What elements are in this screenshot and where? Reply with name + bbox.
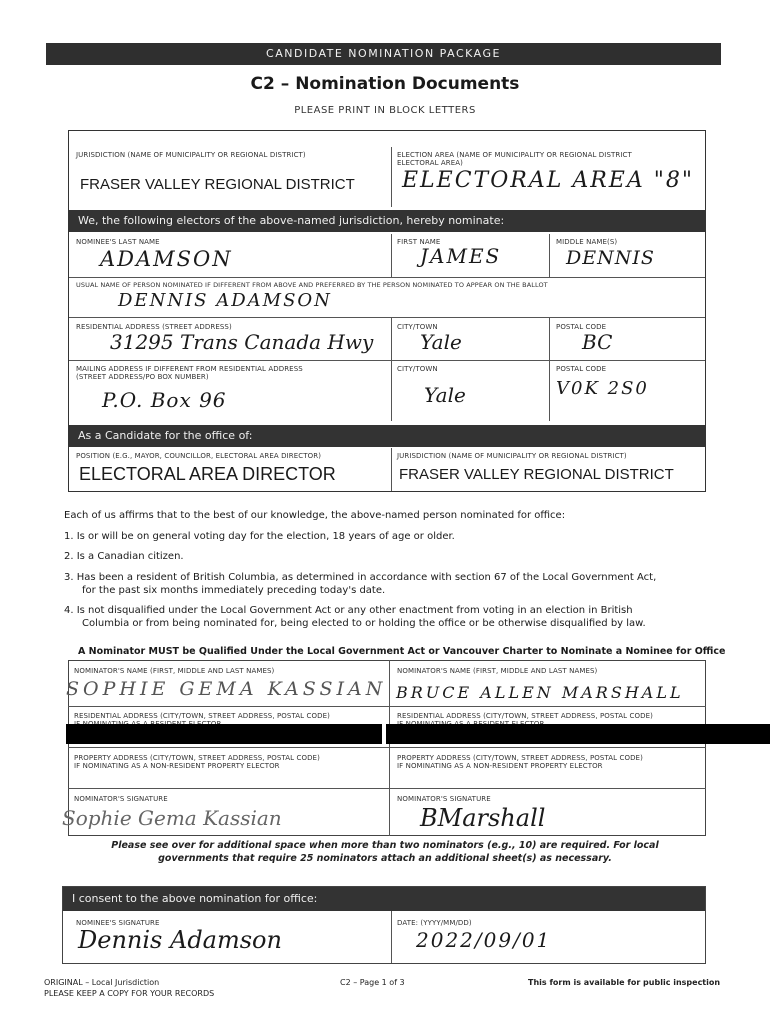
- nominator2-prop-label-1: PROPERTY ADDRESS (CITY/TOWN, STREET ADDRESS, POSTAL CODE): [397, 754, 643, 762]
- affirmation-intro: Each of us affirms that to the best of our knowledge, the above-named person nominated for office:: [64, 510, 566, 521]
- mail-postal-label: POSTAL CODE: [556, 365, 607, 373]
- nominator1-name-label: NOMINATOR'S NAME (FIRST, MIDDLE AND LAST NAMES): [74, 667, 275, 675]
- office-jurisdiction-label: JURISDICTION (NAME OF MUNICIPALITY OR REGIONAL DISTRICT): [397, 452, 627, 460]
- form-title: C2 – Nomination Documents: [250, 74, 520, 94]
- divider: [391, 234, 392, 278]
- nominator-heading: A Nominator MUST be Qualified Under the Local Government Act or Vancouver Charter to Nominate a Nominee for Office: [78, 646, 726, 657]
- nominator2-sig-label: NOMINATOR'S SIGNATURE: [397, 795, 491, 803]
- usual-name-value[interactable]: DENNIS ADAMSON: [118, 290, 332, 311]
- res-address-value[interactable]: 31295 Trans Canada Hwy: [110, 330, 374, 354]
- postal-value[interactable]: BC: [582, 330, 613, 354]
- last-name-label: NOMINEE'S LAST NAME: [76, 238, 160, 246]
- res-address-label: RESIDENTIAL ADDRESS (STREET ADDRESS): [76, 323, 232, 331]
- divider: [68, 788, 706, 789]
- last-name-value[interactable]: ADAMSON: [100, 247, 233, 271]
- candidate-bar: As a Candidate for the office of:: [69, 425, 705, 447]
- redaction-bar: [386, 724, 770, 744]
- nominator1-prop-label-2: IF NOMINATING AS A NON-RESIDENT PROPERTY ELECTOR: [74, 762, 280, 770]
- nominator1-res-label-1: RESIDENTIAL ADDRESS (CITY/TOWN, STREET ADDRESS, POSTAL CODE): [74, 712, 330, 720]
- nominator2-prop-label-2: IF NOMINATING AS A NON-RESIDENT PROPERTY ELECTOR: [397, 762, 603, 770]
- divider: [391, 911, 392, 963]
- footer-page: C2 – Page 1 of 3: [340, 978, 405, 987]
- nominee-signature[interactable]: Dennis Adamson: [78, 926, 282, 954]
- nominator1-name[interactable]: SOPHIE GEMA KASSIAN: [66, 678, 387, 700]
- mail-city-label: CITY/TOWN: [397, 365, 438, 373]
- affirmation-item-3: 3. Has been a resident of British Columbia, as determined in accordance with section 67 of the Local Government Act,: [64, 572, 657, 583]
- mail-address-value[interactable]: P.O. Box 96: [102, 388, 227, 412]
- first-name-value[interactable]: JAMES: [420, 244, 502, 268]
- election-area-value[interactable]: ELECTORAL AREA "8": [402, 168, 694, 193]
- nominator2-signature[interactable]: BMarshall: [420, 804, 546, 832]
- footer-public-inspection: This form is available for public inspection: [528, 978, 721, 987]
- nominate-bar: We, the following electors of the above-named jurisdiction, hereby nominate:: [69, 210, 705, 232]
- nominator2-res-label-1: RESIDENTIAL ADDRESS (CITY/TOWN, STREET ADDRESS, POSTAL CODE): [397, 712, 653, 720]
- package-title: CANDIDATE NOMINATION PACKAGE: [266, 47, 501, 60]
- city-label: CITY/TOWN: [397, 323, 438, 331]
- position-value[interactable]: ELECTORAL AREA DIRECTOR: [79, 464, 336, 484]
- mail-postal-value[interactable]: V0K 2S0: [556, 378, 649, 399]
- divider: [68, 706, 706, 707]
- print-instruction: PLEASE PRINT IN BLOCK LETTERS: [294, 105, 476, 116]
- nominator1-prop-label-1: PROPERTY ADDRESS (CITY/TOWN, STREET ADDRESS, POSTAL CODE): [74, 754, 320, 762]
- jurisdiction-label: JURISDICTION (NAME OF MUNICIPALITY OR REGIONAL DISTRICT): [76, 151, 306, 159]
- mail-label-2: (STREET ADDRESS/PO BOX NUMBER): [76, 373, 209, 381]
- redaction-bar: [66, 724, 382, 744]
- divider: [549, 234, 550, 278]
- divider: [391, 147, 392, 207]
- divider: [549, 318, 550, 421]
- election-area-label-2: ELECTORAL AREA): [397, 159, 464, 167]
- jurisdiction-value[interactable]: FRASER VALLEY REGIONAL DISTRICT: [80, 176, 355, 193]
- office-jurisdiction-value[interactable]: FRASER VALLEY REGIONAL DISTRICT: [399, 466, 674, 483]
- middle-name-label: MIDDLE NAME(S): [556, 238, 618, 246]
- divider: [391, 318, 392, 421]
- divider: [69, 277, 705, 278]
- date-label: DATE: (YYYY/MM/DD): [397, 919, 472, 927]
- package-title-bar: [46, 43, 721, 65]
- position-label: POSITION (E.G., MAYOR, COUNCILLOR, ELECTORAL AREA DIRECTOR): [76, 452, 322, 460]
- divider: [389, 660, 390, 836]
- election-area-label-1: ELECTION AREA (NAME OF MUNICIPALITY OR REGIONAL DISTRICT: [397, 151, 632, 159]
- affirmation-item-4: 4. Is not disqualified under the Local Government Act or any other enactment from voting in an election in British: [64, 605, 633, 616]
- divider: [391, 448, 392, 491]
- nominator1-signature[interactable]: Sophie Gema Kassian: [62, 806, 282, 830]
- additional-note-2: governments that require 25 nominators attach an additional sheet(s) as necessary.: [158, 853, 612, 864]
- affirmation-item-1: 1. Is or will be on general voting day for the election, 18 years of age or older.: [64, 531, 455, 542]
- divider: [68, 747, 706, 748]
- additional-note-1: Please see over for additional space when more than two nominators (e.g., 10) are required. For local: [111, 840, 659, 851]
- nominator1-sig-label: NOMINATOR'S SIGNATURE: [74, 795, 168, 803]
- first-name-label: FIRST NAME: [397, 238, 441, 246]
- divider: [69, 360, 705, 361]
- affirmation-item-4-cont: Columbia or from being nominated for, being elected to or holding the office or be otherwise disqualified by law.: [82, 618, 646, 629]
- nominator2-name-label: NOMINATOR'S NAME (FIRST, MIDDLE AND LAST NAMES): [397, 667, 598, 675]
- divider: [69, 317, 705, 318]
- affirmation-item-2: 2. Is a Canadian citizen.: [64, 551, 184, 562]
- postal-label: POSTAL CODE: [556, 323, 607, 331]
- middle-name-value[interactable]: DENNIS: [566, 247, 655, 269]
- consent-bar: I consent to the above nomination for office:: [63, 887, 705, 911]
- footer-keep-copy: PLEASE KEEP A COPY FOR YOUR RECORDS: [44, 989, 215, 998]
- mail-label-1: MAILING ADDRESS IF DIFFERENT FROM RESIDENTIAL ADDRESS: [76, 365, 303, 373]
- mail-city-value[interactable]: Yale: [424, 383, 466, 407]
- footer-original: ORIGINAL – Local Jurisdiction: [44, 978, 160, 987]
- nominator2-name[interactable]: BRUCE ALLEN MARSHALL: [396, 683, 684, 702]
- affirmation-item-3-cont: for the past six months immediately preceding today's date.: [82, 585, 386, 596]
- city-value[interactable]: Yale: [420, 330, 462, 354]
- usual-name-label: USUAL NAME OF PERSON NOMINATED IF DIFFERENT FROM ABOVE AND PREFERRED BY THE PERSON NOMINATED TO APPEAR ON THE BALLOT: [76, 281, 548, 289]
- nominee-sig-label: NOMINEE'S SIGNATURE: [76, 919, 160, 927]
- consent-date[interactable]: 2022/09/01: [416, 928, 552, 952]
